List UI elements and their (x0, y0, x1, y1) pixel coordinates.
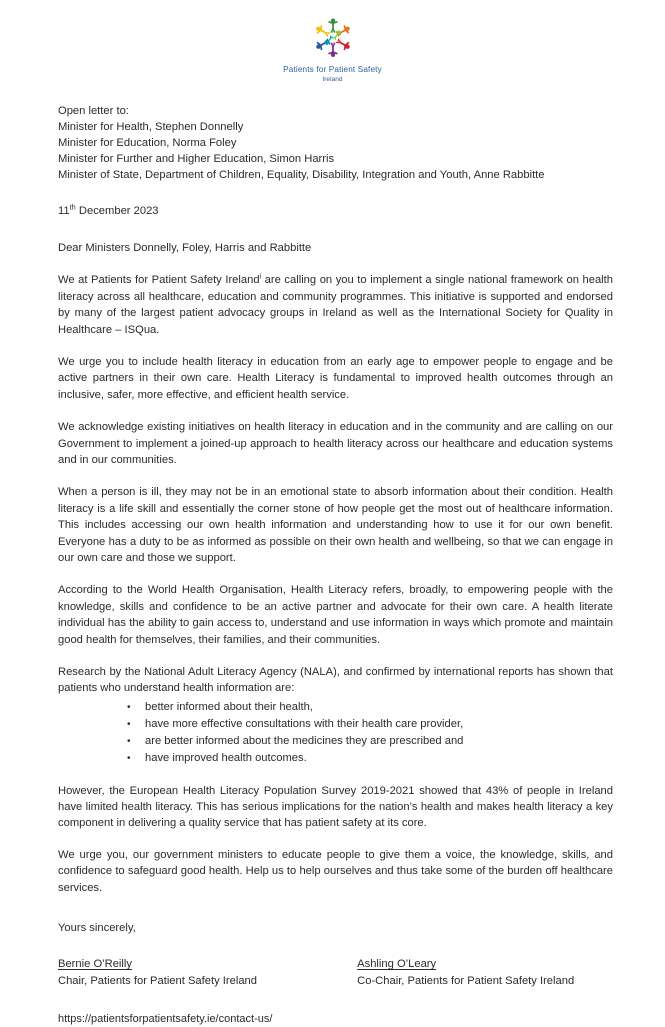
paragraph-1-text-b: are calling on you to implement a single national framework on health literacy across all healthcare, education and community programmes. This initiative is supported and endorsed by many of the largest patient advocacy groups in Ireland as well as the International Society for Quality in Healthcare – ISQua. (58, 274, 613, 336)
signatory-name: Ashling O’Leary (357, 958, 437, 971)
org-name: Patients for Patient Safety (283, 65, 382, 74)
benefits-list (58, 699, 613, 768)
paragraph-2: We urge you to include health literacy in education from an early age to empower people to engage and be active partners in their own care. Health Literacy is fundamental to improved health outcomes through an inclusive, safer, more effective, and efficient health service. (58, 355, 613, 401)
recipient-line: Minister for Further and Higher Education, Simon Harris (58, 153, 335, 166)
paragraph-1 (58, 272, 613, 338)
signature-block-chair (58, 956, 357, 989)
date-rest: December 2023 (75, 205, 159, 218)
signature-row (58, 956, 613, 989)
paragraph-8: We urge you, our government ministers to educate people to give them a voice, the knowledge, skills, and confidence to safeguard good health. Help us to help ourselves and thus take some of the burden off healthcare services. (58, 848, 613, 894)
list-item: • have more effective consultations with their health care provider, (58, 716, 613, 733)
recipient-line: Minister for Health, Stephen Donnelly (58, 120, 244, 133)
list-item: • have improved health outcomes. (58, 750, 613, 767)
recipient-line: Minister of State, Department of Children, Equality, Disability, Integration and Youth, Anne Rabbitte (58, 169, 545, 182)
org-subtitle: Ireland (322, 76, 343, 84)
salutation: Dear Ministers Donnelly, Foley, Harris and Rabbitte (58, 242, 312, 255)
paragraph-5: According to the World Health Organisation, Health Literacy refers, broadly, to empowering people with the knowledge, skills and confidence to be an active partner and advocate for their own care. A health literate individual has the ability to gain access to, understand and use information in ways which promote and maintain good health for themselves, their families, and their communities. (58, 584, 613, 646)
paragraph-1-text-a: We at Patients for Patient Safety Ireland (58, 274, 260, 287)
signatory-role: Co-Chair, Patients for Patient Safety Ireland (357, 975, 575, 988)
list-item: • better informed about their health, (58, 699, 613, 716)
date-ordinal: th (69, 202, 76, 212)
signatory-role: Chair, Patients for Patient Safety Ireland (58, 975, 257, 988)
paragraph-7: However, the European Health Literacy Population Survey 2019-2021 showed that 43% of people in Ireland have limited health literacy. This has serious implications for the nation’s health and makes health literacy a key component in delivering a quality service that has patient safety at its core. (58, 784, 613, 830)
address-heading: Open letter to: (58, 104, 129, 117)
paragraph-6: Research by the National Adult Literacy Agency (NALA), and confirmed by international reports has shown that patients who understand health information are: (58, 666, 613, 695)
recipient-line: Minister for Education, Norma Foley (58, 137, 237, 149)
paragraph-4: When a person is ill, they may not be in an emotional state to absorb information about their condition. Health literacy is a life skill and essentially the corner stone of how people get the most out of healthcare information. This includes accessing our own health information and understanding how to use it for our own benefit. Everyone has a duty to be as informed as possible on their own health and wellbeing, so that we can engage in our own care and those we support. (58, 486, 613, 564)
date-day: 11 (58, 205, 70, 218)
letterhead (0, 0, 665, 85)
closing-line: Yours sincerely, (58, 922, 136, 935)
signature-block-co-chair (357, 956, 613, 989)
paragraph-3: We acknowledge existing initiatives on health literacy in education and in the community and are calling on our Government to implement a joined-up approach to health literacy across our healthcare and education systems and in our communities. (58, 421, 613, 466)
address-block (58, 103, 613, 183)
letter-body (0, 103, 665, 1027)
list-item: • are better informed about the medicines they are prescribed and (58, 733, 613, 750)
endnote-marker: i (259, 273, 262, 281)
contact-url-link[interactable]: https://patientsforpatientsafety.ie/contact-us/ (58, 1013, 273, 1026)
signatory-name: Bernie O’Reilly (58, 958, 132, 971)
letter-date (58, 203, 613, 219)
people-circle-logo-icon (302, 14, 364, 62)
